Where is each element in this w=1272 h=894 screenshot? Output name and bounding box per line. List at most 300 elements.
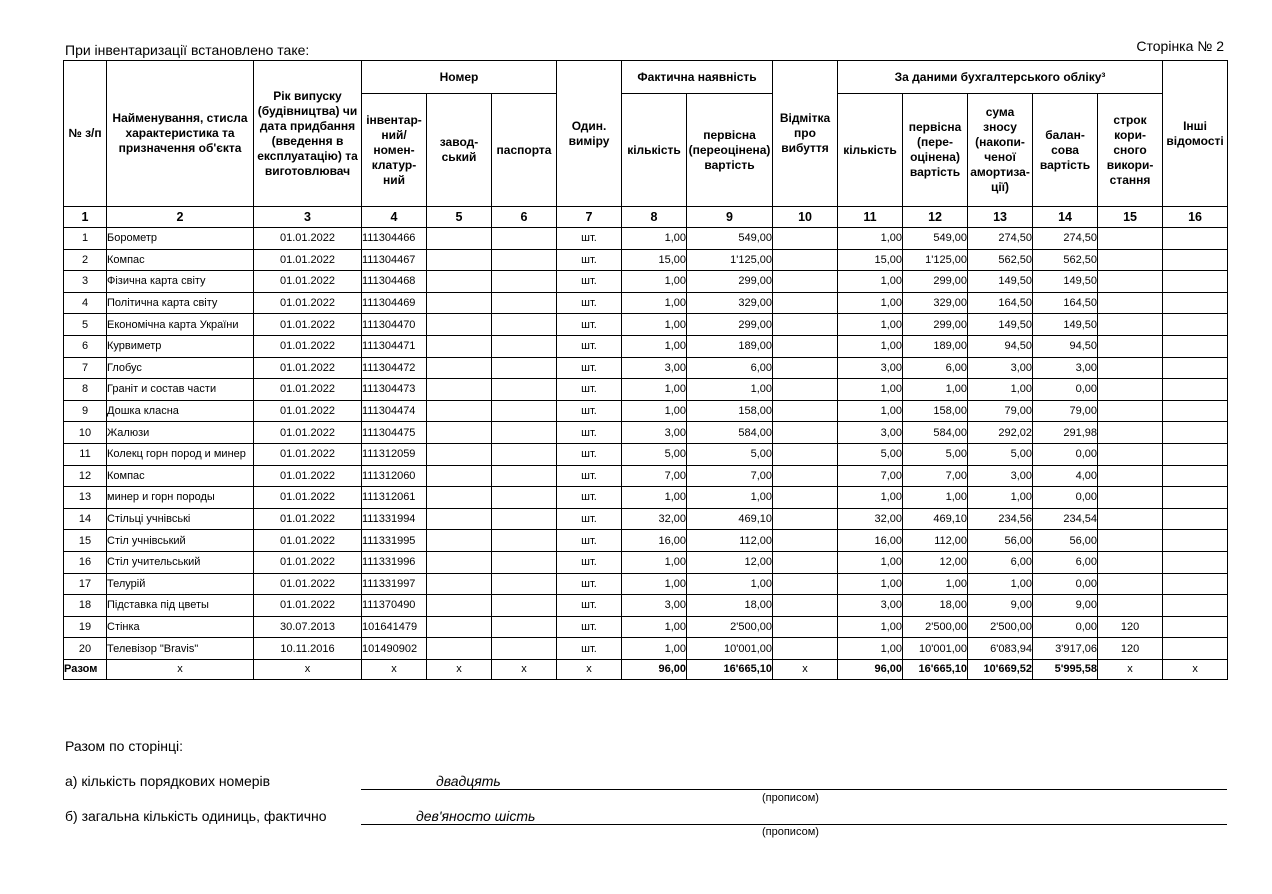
actual-cost: 12,00 [687,551,773,573]
actual-qty: 1,00 [622,487,687,509]
inventory-caption: При інвентаризації встановлено таке: [65,42,310,58]
item-date: 01.01.2022 [254,465,362,487]
inventory-number: 111370490 [362,595,427,617]
item-name: Граніт и состав части [107,379,254,401]
totals-qty: 96,00 [622,659,687,679]
unit: шт. [557,379,622,401]
item-date: 01.01.2022 [254,379,362,401]
acc-balance: 164,50 [1033,292,1098,314]
totals-x: x [254,659,362,679]
acc-depr: 292,02 [968,422,1033,444]
column-number: 4 [362,207,427,228]
row-number: 12 [64,465,107,487]
acc-balance: 6,00 [1033,551,1098,573]
column-number: 6 [492,207,557,228]
unit: шт. [557,357,622,379]
column-number: 12 [903,207,968,228]
inventory-number: 111304470 [362,314,427,336]
acc-qty: 5,00 [838,443,903,465]
header-unit: Один. виміру [557,61,622,207]
page-number: Сторінка № 2 [1136,38,1224,54]
acc-qty: 3,00 [838,357,903,379]
factory-number [427,335,492,357]
actual-qty: 3,00 [622,357,687,379]
inventory-number: 111312061 [362,487,427,509]
actual-cost: 18,00 [687,595,773,617]
other-info [1163,638,1228,660]
disposal-mark [773,616,838,638]
header-acc-depr: сума зносу (накопи-ченої амортиза-ції) [968,94,1033,207]
row-number: 5 [64,314,107,336]
other-info [1163,487,1228,509]
other-info [1163,443,1228,465]
acc-depr: 562,50 [968,249,1033,271]
header-acc-orig: первісна (пере-оцінена) вартість [903,94,968,207]
units-label: б) загальна кількість одиниць, фактично [65,808,327,824]
acc-qty: 1,00 [838,551,903,573]
inventory-number: 101490902 [362,638,427,660]
table-row [64,508,1228,530]
disposal-mark [773,638,838,660]
factory-number [427,638,492,660]
units-hint: (прописом) [762,826,819,838]
inventory-number: 101641479 [362,616,427,638]
passport-number [492,271,557,293]
unit: шт. [557,508,622,530]
acc-depr: 149,50 [968,314,1033,336]
header-disposal: Відмітка про вибуття [773,61,838,207]
item-name: Фізична карта світу [107,271,254,293]
table-row [64,292,1228,314]
item-date: 01.01.2022 [254,292,362,314]
acc-cost: 7,00 [903,465,968,487]
row-number: 19 [64,616,107,638]
totals-x: x [1163,659,1228,679]
unit: шт. [557,228,622,250]
table-row [64,228,1228,250]
actual-qty: 1,00 [622,379,687,401]
table-row [64,271,1228,293]
inventory-number: 111304473 [362,379,427,401]
actual-cost: 189,00 [687,335,773,357]
totals-x: x [1098,659,1163,679]
header-passport: паспорта [492,94,557,207]
unit: шт. [557,249,622,271]
table-row [64,357,1228,379]
passport-number [492,530,557,552]
factory-number [427,595,492,617]
acc-term: 120 [1098,638,1163,660]
header-acc-term: строк кори-сного викори-стання [1098,94,1163,207]
passport-number [492,443,557,465]
passport-number [492,638,557,660]
row-number: 2 [64,249,107,271]
other-info [1163,292,1228,314]
factory-number [427,314,492,336]
acc-depr: 274,50 [968,228,1033,250]
acc-qty: 1,00 [838,573,903,595]
acc-qty: 1,00 [838,400,903,422]
column-number-row [64,207,1228,228]
acc-term [1098,292,1163,314]
acc-cost: 2'500,00 [903,616,968,638]
header-qty: кількість [622,94,687,207]
inventory-number: 111304469 [362,292,427,314]
acc-term [1098,551,1163,573]
item-name: Підставка під цветы [107,595,254,617]
acc-cost: 12,00 [903,551,968,573]
disposal-mark [773,465,838,487]
actual-cost: 1,00 [687,573,773,595]
item-date: 01.01.2022 [254,422,362,444]
acc-qty: 1,00 [838,616,903,638]
inventory-number: 111304468 [362,271,427,293]
row-number: 16 [64,551,107,573]
acc-cost: 329,00 [903,292,968,314]
row-number: 6 [64,335,107,357]
disposal-mark [773,422,838,444]
acc-cost: 158,00 [903,400,968,422]
factory-number [427,573,492,595]
factory-number [427,530,492,552]
inventory-number: 111331995 [362,530,427,552]
inventory-number: 111312059 [362,443,427,465]
header-inventory: інвентар-ний/ номен-клатур-ний [362,94,427,207]
acc-term [1098,271,1163,293]
acc-depr: 6'083,94 [968,638,1033,660]
totals-acc-qty: 96,00 [838,659,903,679]
disposal-mark [773,487,838,509]
totals-acc-depr: 10'669,52 [968,659,1033,679]
column-number: 15 [1098,207,1163,228]
acc-qty: 1,00 [838,487,903,509]
inventory-number: 111304472 [362,357,427,379]
disposal-mark [773,292,838,314]
item-name: Компас [107,465,254,487]
actual-cost: 584,00 [687,422,773,444]
disposal-mark [773,573,838,595]
acc-balance: 0,00 [1033,379,1098,401]
totals-x: x [362,659,427,679]
other-info [1163,465,1228,487]
acc-depr: 6,00 [968,551,1033,573]
disposal-mark [773,443,838,465]
acc-depr: 5,00 [968,443,1033,465]
other-info [1163,228,1228,250]
item-date: 01.01.2022 [254,530,362,552]
factory-number [427,443,492,465]
totals-row [64,659,1228,679]
actual-qty: 1,00 [622,573,687,595]
inventory-number: 111331994 [362,508,427,530]
column-number: 7 [557,207,622,228]
item-date: 01.01.2022 [254,335,362,357]
factory-number [427,249,492,271]
actual-cost: 329,00 [687,292,773,314]
inventory-number: 111312060 [362,465,427,487]
other-info [1163,530,1228,552]
inventory-number: 111304471 [362,335,427,357]
totals-x: x [492,659,557,679]
unit: шт. [557,335,622,357]
header-name: Найменування, стисла характеристика та призначення об'єкта [107,61,254,207]
unit: шт. [557,422,622,444]
disposal-mark [773,508,838,530]
count-underline [361,788,1227,790]
row-number: 4 [64,292,107,314]
acc-cost: 1,00 [903,573,968,595]
table-row [64,314,1228,336]
disposal-mark [773,551,838,573]
acc-cost: 18,00 [903,595,968,617]
column-number: 13 [968,207,1033,228]
column-number: 8 [622,207,687,228]
actual-cost: 158,00 [687,400,773,422]
passport-number [492,400,557,422]
actual-qty: 1,00 [622,616,687,638]
unit: шт. [557,638,622,660]
actual-qty: 15,00 [622,249,687,271]
column-number: 2 [107,207,254,228]
table-row [64,638,1228,660]
factory-number [427,465,492,487]
passport-number [492,465,557,487]
actual-qty: 16,00 [622,530,687,552]
factory-number [427,400,492,422]
acc-qty: 7,00 [838,465,903,487]
unit: шт. [557,314,622,336]
item-name: Жалюзи [107,422,254,444]
acc-balance: 3,00 [1033,357,1098,379]
acc-balance: 234,54 [1033,508,1098,530]
column-number: 16 [1163,207,1228,228]
other-info [1163,314,1228,336]
passport-number [492,616,557,638]
acc-term [1098,228,1163,250]
disposal-mark [773,271,838,293]
item-name: Стільці учнівські [107,508,254,530]
item-name: Борометр [107,228,254,250]
actual-qty: 1,00 [622,638,687,660]
acc-balance: 0,00 [1033,616,1098,638]
actual-qty: 5,00 [622,443,687,465]
acc-qty: 1,00 [838,638,903,660]
other-info [1163,573,1228,595]
factory-number [427,228,492,250]
totals-acc-cost: 16'665,10 [903,659,968,679]
acc-term [1098,249,1163,271]
disposal-mark [773,357,838,379]
acc-cost: 189,00 [903,335,968,357]
units-value: дев'яносто шість [416,808,536,824]
acc-qty: 1,00 [838,271,903,293]
acc-balance: 4,00 [1033,465,1098,487]
acc-depr: 2'500,00 [968,616,1033,638]
item-date: 01.01.2022 [254,508,362,530]
unit: шт. [557,616,622,638]
item-name: Глобус [107,357,254,379]
other-info [1163,616,1228,638]
totals-x: x [557,659,622,679]
item-name: Телевізор "Bravis" [107,638,254,660]
table-row [64,616,1228,638]
row-number: 1 [64,228,107,250]
acc-balance: 291,98 [1033,422,1098,444]
header-number-group: Номер [362,61,557,94]
table-row [64,465,1228,487]
table-row [64,551,1228,573]
actual-qty: 1,00 [622,228,687,250]
factory-number [427,271,492,293]
acc-term [1098,443,1163,465]
actual-qty: 1,00 [622,292,687,314]
passport-number [492,249,557,271]
acc-term [1098,314,1163,336]
acc-qty: 3,00 [838,595,903,617]
disposal-mark [773,249,838,271]
item-date: 01.01.2022 [254,271,362,293]
acc-qty: 32,00 [838,508,903,530]
unit: шт. [557,400,622,422]
acc-qty: 1,00 [838,335,903,357]
row-number: 13 [64,487,107,509]
unit: шт. [557,573,622,595]
acc-depr: 9,00 [968,595,1033,617]
actual-cost: 6,00 [687,357,773,379]
passport-number [492,228,557,250]
acc-cost: 1,00 [903,487,968,509]
acc-depr: 1,00 [968,379,1033,401]
table-row [64,379,1228,401]
actual-cost: 1'125,00 [687,249,773,271]
item-name: Телурій [107,573,254,595]
item-name: Курвиметр [107,335,254,357]
header-other: Інші відомості [1163,61,1228,207]
acc-term [1098,465,1163,487]
item-date: 01.01.2022 [254,443,362,465]
acc-qty: 1,00 [838,228,903,250]
actual-qty: 7,00 [622,465,687,487]
acc-cost: 112,00 [903,530,968,552]
actual-cost: 299,00 [687,314,773,336]
column-number: 1 [64,207,107,228]
acc-depr: 149,50 [968,271,1033,293]
acc-cost: 549,00 [903,228,968,250]
page-total-label: Разом по сторінці: [65,738,184,754]
acc-qty: 3,00 [838,422,903,444]
column-number: 14 [1033,207,1098,228]
other-info [1163,400,1228,422]
actual-qty: 1,00 [622,314,687,336]
row-number: 8 [64,379,107,401]
inventory-number: 111304467 [362,249,427,271]
actual-cost: 1,00 [687,379,773,401]
other-info [1163,595,1228,617]
actual-qty: 3,00 [622,422,687,444]
actual-cost: 112,00 [687,530,773,552]
acc-term [1098,379,1163,401]
acc-cost: 469,10 [903,508,968,530]
acc-balance: 149,50 [1033,314,1098,336]
actual-qty: 1,00 [622,400,687,422]
acc-qty: 16,00 [838,530,903,552]
acc-balance: 0,00 [1033,573,1098,595]
actual-qty: 1,00 [622,335,687,357]
row-number: 9 [64,400,107,422]
other-info [1163,335,1228,357]
item-name: минер и горн породы [107,487,254,509]
item-name: Стінка [107,616,254,638]
acc-cost: 10'001,00 [903,638,968,660]
passport-number [492,357,557,379]
unit: шт. [557,465,622,487]
row-number: 20 [64,638,107,660]
item-date: 01.01.2022 [254,551,362,573]
header-accounting-group: За даними бухгалтерського обліку³ [838,61,1163,94]
item-name: Стіл учительський [107,551,254,573]
unit: шт. [557,271,622,293]
item-date: 01.01.2022 [254,573,362,595]
item-date: 30.07.2013 [254,616,362,638]
item-date: 01.01.2022 [254,314,362,336]
other-info [1163,422,1228,444]
acc-qty: 15,00 [838,249,903,271]
acc-term [1098,400,1163,422]
passport-number [492,335,557,357]
totals-acc-balance: 5'995,58 [1033,659,1098,679]
factory-number [427,422,492,444]
acc-term [1098,335,1163,357]
count-label: а) кількість порядкових номерів [65,773,271,789]
column-number: 5 [427,207,492,228]
acc-balance: 94,50 [1033,335,1098,357]
acc-depr: 94,50 [968,335,1033,357]
item-date: 01.01.2022 [254,249,362,271]
table-row [64,335,1228,357]
item-name: Стіл учнівський [107,530,254,552]
row-number: 14 [64,508,107,530]
item-date: 01.01.2022 [254,228,362,250]
other-info [1163,379,1228,401]
item-date: 01.01.2022 [254,595,362,617]
other-info [1163,551,1228,573]
table-row [64,530,1228,552]
factory-number [427,616,492,638]
acc-cost: 584,00 [903,422,968,444]
disposal-mark [773,400,838,422]
row-number: 7 [64,357,107,379]
passport-number [492,551,557,573]
inventory-number: 111331996 [362,551,427,573]
units-underline [361,823,1227,825]
factory-number [427,292,492,314]
unit: шт. [557,487,622,509]
acc-depr: 1,00 [968,573,1033,595]
unit: шт. [557,443,622,465]
passport-number [492,379,557,401]
acc-balance: 149,50 [1033,271,1098,293]
acc-balance: 562,50 [1033,249,1098,271]
acc-qty: 1,00 [838,292,903,314]
acc-term [1098,357,1163,379]
header-acc-qty: кількість [838,94,903,207]
acc-balance: 3'917,06 [1033,638,1098,660]
acc-qty: 1,00 [838,379,903,401]
passport-number [492,314,557,336]
header-actual-group: Фактична наявність [622,61,773,94]
actual-cost: 2'500,00 [687,616,773,638]
header-factory: завод-ський [427,94,492,207]
